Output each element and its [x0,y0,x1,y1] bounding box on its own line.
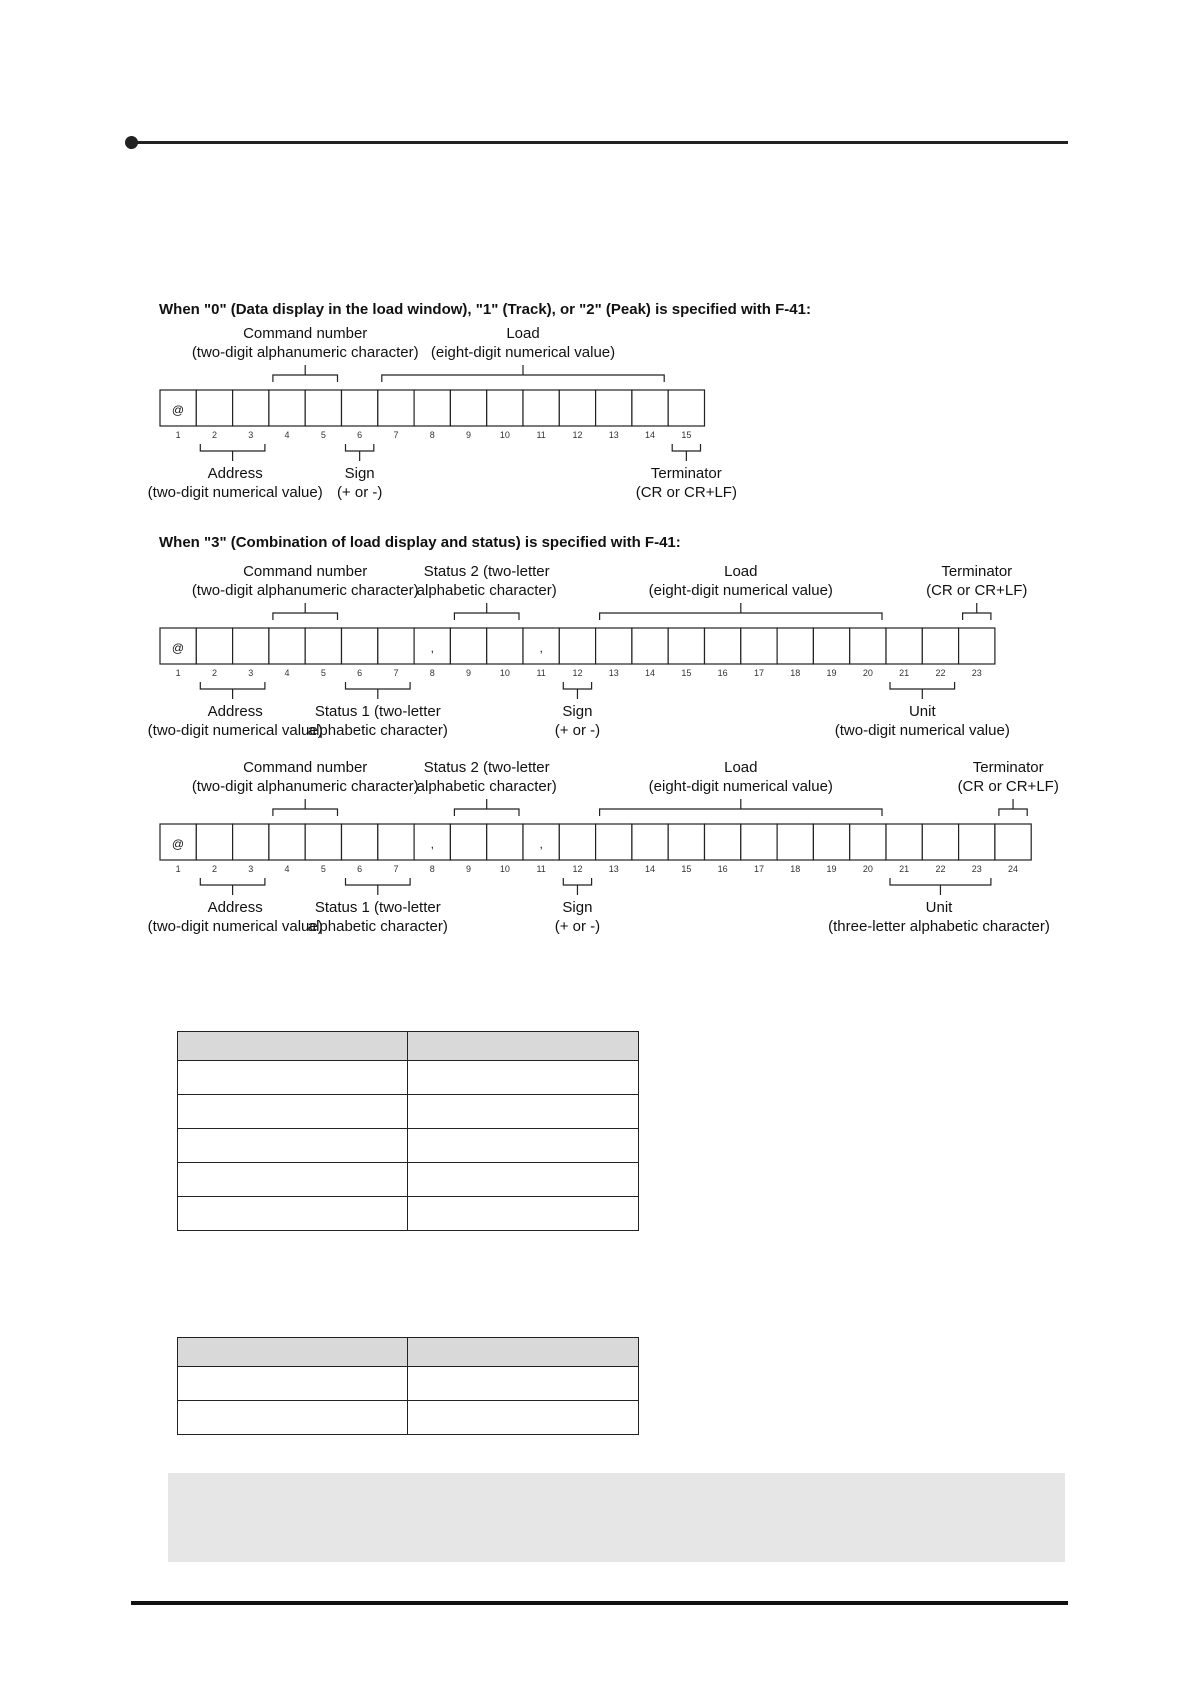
cell-number: 4 [284,864,290,874]
field-label-detail: (three-letter alphabetic character) [828,918,1050,935]
field-label: Unit [908,703,936,720]
field-label-detail: (+ or -) [554,918,601,935]
cell-number: 10 [499,668,510,678]
field-label-detail: alphabetic character) [307,722,448,739]
table-cell [178,1367,408,1401]
cell-number: 16 [717,668,728,678]
frame-cell [886,824,922,860]
cell-number: 7 [393,430,399,440]
cell-number: 20 [862,864,873,874]
frame-cell [233,824,269,860]
frame-cell [342,390,378,426]
bracket [963,603,991,620]
cell-number: 23 [971,668,982,678]
frame-cell [813,824,849,860]
cell-number: 2 [211,430,217,440]
field-label-detail: alphabetic character) [307,918,448,935]
field-label: Status 2 (two-letter [423,563,550,580]
frame-cell [922,824,958,860]
bracket [346,682,411,699]
field-label: Sign [562,703,593,720]
cell-number: 12 [572,430,583,440]
frame-cell [233,628,269,664]
bracket [563,682,591,699]
frame-cell [995,824,1031,860]
frame-cell [559,628,595,664]
bracket [600,603,882,620]
cell-number: 3 [248,668,254,678]
field-label-detail: (two-digit numerical value) [147,722,323,739]
frame-cell [632,628,668,664]
field-label-detail: (two-digit alphanumeric character) [191,582,419,599]
cell-number: 13 [608,430,619,440]
cell-number: 8 [429,430,435,440]
field-label-detail: (+ or -) [336,484,383,501]
cell-number: 24 [1008,864,1019,874]
cell-number: 13 [608,864,619,874]
table-cell [178,1061,408,1095]
frame-cell [596,390,632,426]
frame-cell [959,824,995,860]
frame-cell [668,824,704,860]
bracket [346,444,374,461]
table-row [178,1401,639,1435]
field-label: Address [207,465,263,482]
frame-cell [668,628,704,664]
cell-number: 6 [357,430,363,440]
note-box [168,1473,1065,1562]
table-row [178,1095,639,1129]
frame-cell [233,390,269,426]
separator-comma: , [539,641,543,655]
cell-number: 5 [320,668,326,678]
start-char-at: @ [171,837,185,851]
table-row [178,1163,639,1197]
cell-number: 11 [536,864,546,874]
bracket [672,444,700,461]
field-label-detail: (CR or CR+LF) [957,778,1059,795]
table-cell [408,1401,639,1435]
cell-number: 7 [393,668,399,678]
field-label: Command number [243,563,368,580]
table-row [178,1129,639,1163]
frame-cell [450,824,486,860]
frame-cell [959,628,995,664]
bracket [890,682,955,699]
cell-number: 3 [248,430,254,440]
bracket [454,603,519,620]
bracket [273,799,338,816]
frame-cell [414,390,450,426]
cell-number: 1 [175,864,181,874]
cell-number: 12 [572,864,583,874]
table-cell [178,1401,408,1435]
cell-number: 1 [175,668,181,678]
field-label-detail: (eight-digit numerical value) [430,344,616,361]
frame-cell [196,390,232,426]
cell-number: 9 [466,864,472,874]
table-2 [177,1337,639,1435]
cell-number: 21 [899,668,910,678]
field-label-detail: (two-digit alphanumeric character) [191,344,419,361]
cell-number: 22 [935,864,946,874]
frame-cell [487,628,523,664]
cell-number: 18 [790,668,801,678]
cell-number: 2 [211,668,217,678]
field-label: Command number [243,759,368,776]
table-cell [178,1197,408,1231]
field-label: Status 1 (two-letter [314,703,441,720]
field-label: Load [724,759,758,776]
cell-number: 8 [429,864,435,874]
table-1-header-cell [178,1032,408,1061]
cell-number: 14 [645,430,656,440]
cell-number: 9 [466,430,472,440]
cell-number: 22 [935,668,946,678]
start-char-at: @ [171,403,185,417]
field-label-detail: (two-digit numerical value) [834,722,1010,739]
cell-number: 12 [572,668,583,678]
cell-number: 1 [175,430,181,440]
bracket [890,878,991,895]
field-label-detail: alphabetic character) [416,582,557,599]
table-2-header-cell [408,1338,639,1367]
frame-cell [378,390,414,426]
frame-cell [269,824,305,860]
frame-cell [196,824,232,860]
cell-number: 4 [284,430,290,440]
cell-number: 15 [681,668,692,678]
field-label: Address [207,703,263,720]
field-label: Command number [243,325,368,342]
field-label-detail: (CR or CR+LF) [635,484,737,501]
field-label: Address [207,899,263,916]
frame-cell [450,390,486,426]
cell-number: 19 [826,864,837,874]
field-label-detail: (two-digit alphanumeric character) [191,778,419,795]
bracket [273,365,338,382]
frame-cell [596,628,632,664]
cell-number: 9 [466,668,472,678]
section1-heading: When "0" (Data display in the load window), "1" (Track), or "2" (Peak) is specified with F-41: [159,301,811,318]
frame-cell [705,824,741,860]
frame-cell [305,390,341,426]
frame-cell [487,824,523,860]
cell-number: 10 [499,864,510,874]
cell-number: 5 [320,430,326,440]
bracket [999,799,1027,816]
field-label-detail: alphabetic character) [416,778,557,795]
table-cell [408,1367,639,1401]
bracket [200,444,265,461]
frame-cell [342,824,378,860]
bracket [346,878,411,895]
cell-number: 15 [681,430,692,440]
field-label: Terminator [650,465,722,482]
frame-cell [269,628,305,664]
cell-number: 4 [284,668,290,678]
footer-rule [131,1601,1068,1605]
bracket [454,799,519,816]
field-label-detail: (two-digit numerical value) [147,918,323,935]
bracket [600,799,882,816]
bracket [200,682,265,699]
table-row [178,1197,639,1231]
table-cell [178,1129,408,1163]
frame-cell [777,628,813,664]
field-label: Sign [562,899,593,916]
field-label: Terminator [941,563,1013,580]
field-label-detail: (eight-digit numerical value) [648,778,833,795]
cell-number: 14 [645,864,656,874]
frame-cell [741,628,777,664]
frame-cell [559,390,595,426]
field-label: Load [506,325,540,342]
separator-comma: , [539,837,543,851]
bracket [382,365,664,382]
frame-cell [850,824,886,860]
field-label: Unit [925,899,953,916]
field-label: Terminator [972,759,1044,776]
frame-cell [777,824,813,860]
frame-cell [378,824,414,860]
cell-number: 11 [536,430,546,440]
field-label: Status 1 (two-letter [314,899,441,916]
cell-number: 2 [211,864,217,874]
field-label: Status 2 (two-letter [423,759,550,776]
cell-number: 6 [357,864,363,874]
table-row [178,1061,639,1095]
cell-number: 8 [429,668,435,678]
frame-cell [487,390,523,426]
frame-cell [450,628,486,664]
cell-number: 6 [357,668,363,678]
cell-number: 3 [248,864,254,874]
cell-number: 5 [320,864,326,874]
frame-cell [850,628,886,664]
table-cell [408,1095,639,1129]
table-cell [178,1163,408,1197]
frame-diagram-status-two-digit-unit [148,563,1028,739]
bracket [563,878,591,895]
field-label: Load [724,563,758,580]
frame-cell [196,628,232,664]
frame-diagram-track-peak [148,325,737,501]
cell-number: 17 [753,864,764,874]
cell-number: 21 [899,864,910,874]
cell-number: 23 [971,864,982,874]
cell-number: 14 [645,668,656,678]
cell-number: 20 [862,668,873,678]
frame-cell [705,628,741,664]
separator-comma: , [430,837,434,851]
table-cell [408,1163,639,1197]
bracket [273,603,338,620]
frame-cell [269,390,305,426]
cell-number: 19 [826,668,837,678]
table-cell [178,1095,408,1129]
frame-diagram-status-three-letter-unit [148,759,1059,935]
cell-number: 13 [608,668,619,678]
cell-number: 15 [681,864,692,874]
frame-cell [596,824,632,860]
frame-cell [922,628,958,664]
frame-cell [342,628,378,664]
frame-cell [632,824,668,860]
table-cell [408,1197,639,1231]
cell-number: 11 [536,668,546,678]
field-label-detail: (eight-digit numerical value) [648,582,833,599]
table-1-header-cell [408,1032,639,1061]
frame-cell [305,824,341,860]
frame-cell [523,390,559,426]
frame-cell [305,628,341,664]
cell-number: 17 [753,668,764,678]
table-cell [408,1061,639,1095]
cell-number: 7 [393,864,399,874]
cell-number: 10 [499,430,510,440]
field-label-detail: (two-digit numerical value) [147,484,323,501]
start-char-at: @ [171,641,185,655]
frame-cell [813,628,849,664]
table-row [178,1367,639,1401]
bracket [200,878,265,895]
frame-cell [632,390,668,426]
frame-cell [378,628,414,664]
table-2-header-cell [178,1338,408,1367]
cell-number: 16 [717,864,728,874]
frame-cell [741,824,777,860]
table-cell [408,1129,639,1163]
cell-number: 18 [790,864,801,874]
frame-cell [559,824,595,860]
field-label-detail: (+ or -) [554,722,601,739]
frame-cell [886,628,922,664]
field-label-detail: (CR or CR+LF) [926,582,1028,599]
frame-cell [668,390,704,426]
field-label: Sign [344,465,375,482]
separator-comma: , [430,641,434,655]
section2-heading: When "3" (Combination of load display and status) is specified with F-41: [159,534,681,551]
table-1 [177,1031,639,1231]
